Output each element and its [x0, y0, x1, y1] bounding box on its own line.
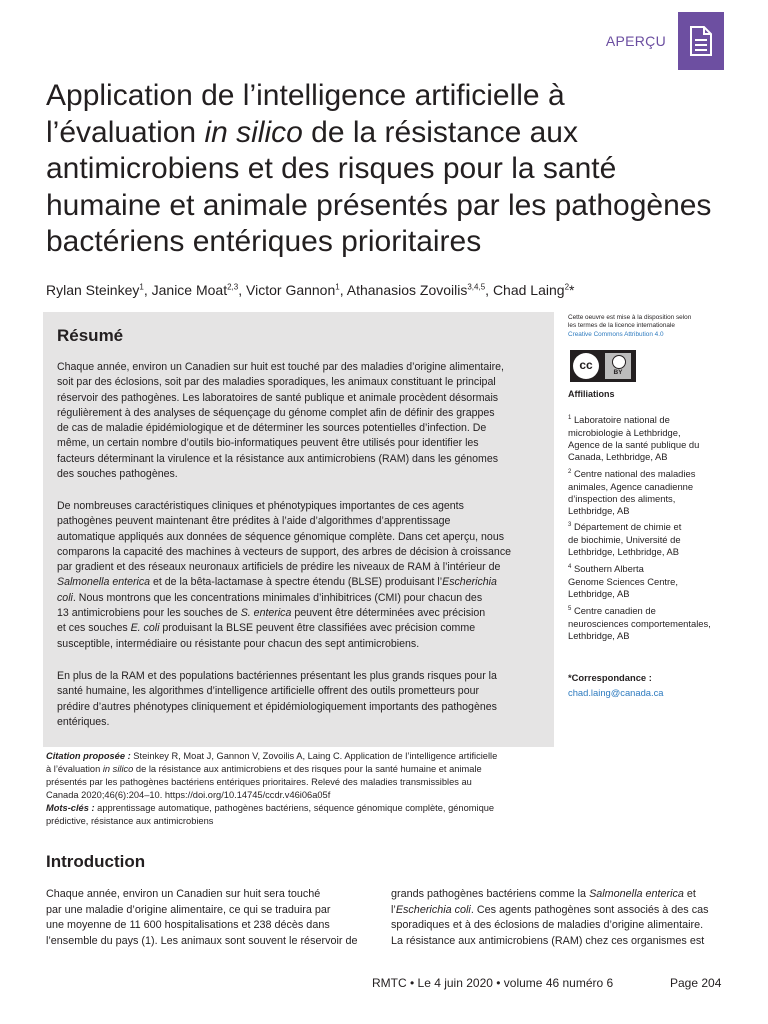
affiliation-2: $^2$ Centre national des maladies animales, Agence canadienne d’inspection des aliments, Lethbridge, AB: [568, 468, 696, 517]
introduction-column-right: grands pathogènes bactériens comme la Salmonella enterica et l’Escherichia coli. Ces agents pathogènes sont associés à des cas sporadiques et à des éclosions de maladies d’origine alimentaire. La résistance aux antimicrobiens (RAM) chez ces organismes est: [391, 888, 709, 947]
license-link[interactable]: Creative Commons Attribution 4.0: [568, 330, 664, 338]
author: Athanasios Zovoilis: [346, 282, 468, 298]
doi-link[interactable]: Canada 2020;46(6):204–10. https://doi.org/10.14745/ccdr.v46i06a05f: [46, 790, 331, 800]
keywords: Mots-clés : apprentissage automatique, pathogènes bactériens, séquence génomique complète, génomique: [46, 803, 495, 813]
section-tag: APERÇU: [605, 33, 666, 49]
page-number: Page 204: [670, 976, 722, 990]
affiliation-5: $^5$ Centre canadien de neurosciences comportementales, Lethbridge, AB: [568, 605, 711, 641]
cc-logo-icon: cc: [573, 353, 599, 379]
document-icon: [689, 26, 713, 56]
license-notice: Cette oeuvre est mise à la disposition selon les termes de la licence internationale Creative Commons Attribution 4.0: [568, 314, 738, 339]
article-title: Application de l’intelligence artificielle à l’évaluation in silico de la résistance aux antimicrobiens et des risques pour la santé humaine et animale présentés par les pathogènes bactériens entériques prioritaires: [46, 79, 712, 258]
author: Rylan Steinkey: [46, 282, 140, 298]
abstract-paragraph-3: En plus de la RAM et des populations bactériennes présentant les plus grands risques pour la santé humaine, les algorithmes d’intelligence artificielle offrent des outils prometteurs pour prédire d’autres phénotypes cliniquement et épidémiologiquement importants des pathogènes entériques.: [57, 670, 497, 728]
suggested-citation: Citation proposée : Steinkey R, Moat J, Gannon V, Zovoilis A, Laing C. Application de l’intelligence artificielle à l’évaluation in silico de la résistance aux antimicrobiens et des risques pour la santé humaine et animale présentés par les pathogènes bactériens entériques prioritaires. Relevé des maladies transmissibles au Canada 2020;46(6):204–10. https://doi.org/10.14745/ccdr.v46i06a05f Mots-clés : apprentissage automatique, pathogènes bactériens, séquence génomique complète, génomique prédictive, résistance aux antimicrobiens: [46, 750, 556, 828]
abstract-paragraph-1: Chaque année, environ un Canadien sur huit est touché par des maladies d’origine alimentaire, soit par des éclosions, soit par des maladies sporadiques, les animaux constituant le principal réservoir des pathogènes. Les laboratoires de santé publique et animale procèdent désormais régulièrement à des analyses de séquençage du génome complet afin de définir des grappes de cas de maladie épidémiologique et de déterminer les sources potentielles d’infection. De même, un certain nombre d’outils bio-informatiques peuvent être utilisés pour identifier les facteurs déterminant la virulence et la résistance aux antimicrobiens (RAM) dans les génomes des souches pathogènes.: [57, 361, 504, 481]
introduction-heading: Introduction: [46, 852, 146, 871]
journal-footer: RMTC • Le 4 juin 2020 • volume 46 numéro 6: [372, 976, 614, 990]
correspondence-heading: *Correspondance :: [568, 672, 652, 683]
abstract-paragraph-2: De nombreuses caractéristiques cliniques et phénotypiques importantes de ces agents pathogènes peuvent maintenant être prédites à l’aide d’algorithmes d’apprentissage automatique appliqués aux données de séquence génomique complète. Dans cet aperçu, nous comparons la capacité des machines à vecteurs de support, des arbres de décision à croissance par gradient et des réseaux neuronaux artificiels de prédire les niveaux de RAM à l’intérieur de Salmonella enterica et de la bêta-lactamase à spectre étendu (BLSE) produisant l’Escherichia coli. Nous montrons que les concentrations minimales d’inhibitrices (CMI) pour chacun des 13 antimicrobiens pour les souches de S. enterica peuvent être déterminées avec précision et ces souches E. coli produisant la BLSE peuvent être classifiées avec précision comme susceptible, intermédiaire ou résistante pour chacun des sept antimicrobiens.: [57, 500, 512, 650]
author: Janice Moat: [151, 282, 228, 298]
affiliation-3: $^3$ Département de chimie et de biochimie, Université de Lethbridge, Lethbridge, AB: [568, 521, 682, 557]
abstract-heading: Résumé: [57, 326, 124, 345]
affiliation-4: $^4$ Southern Alberta Genome Sciences Centre, Lethbridge, AB: [568, 563, 678, 599]
person-icon: [612, 355, 626, 369]
section-tag-box: [678, 12, 724, 70]
introduction-column-left: Chaque année, environ un Canadien sur huit sera touché par une maladie d’origine alimentaire, ce qui se traduira par une moyenne de 11 600 hospitalisations et 238 décès dans l’ensemble du pays (1). Les animaux sont souvent le réservoir de: [46, 888, 358, 947]
author: Victor Gannon: [246, 282, 336, 298]
correspondence-email-link[interactable]: chad.laing@canada.ca: [568, 687, 664, 698]
author: Chad Laing: [492, 282, 565, 298]
cc-by-badge[interactable]: cc BY: [570, 350, 636, 382]
affiliations-heading: Affiliations: [568, 389, 615, 399]
author-list: Rylan Steinkey$^1$, Janice Moat$^{2,3}$, Victor Gannon$^1$, Athanasios Zovoilis$^{3,4,5}$, Chad Laing$^2$*: [46, 282, 575, 298]
affiliation-1: $^1$ Laboratoire national de microbiologie à Lethbridge, Agence de la santé publique du Canada, Lethbridge, AB: [568, 414, 700, 463]
